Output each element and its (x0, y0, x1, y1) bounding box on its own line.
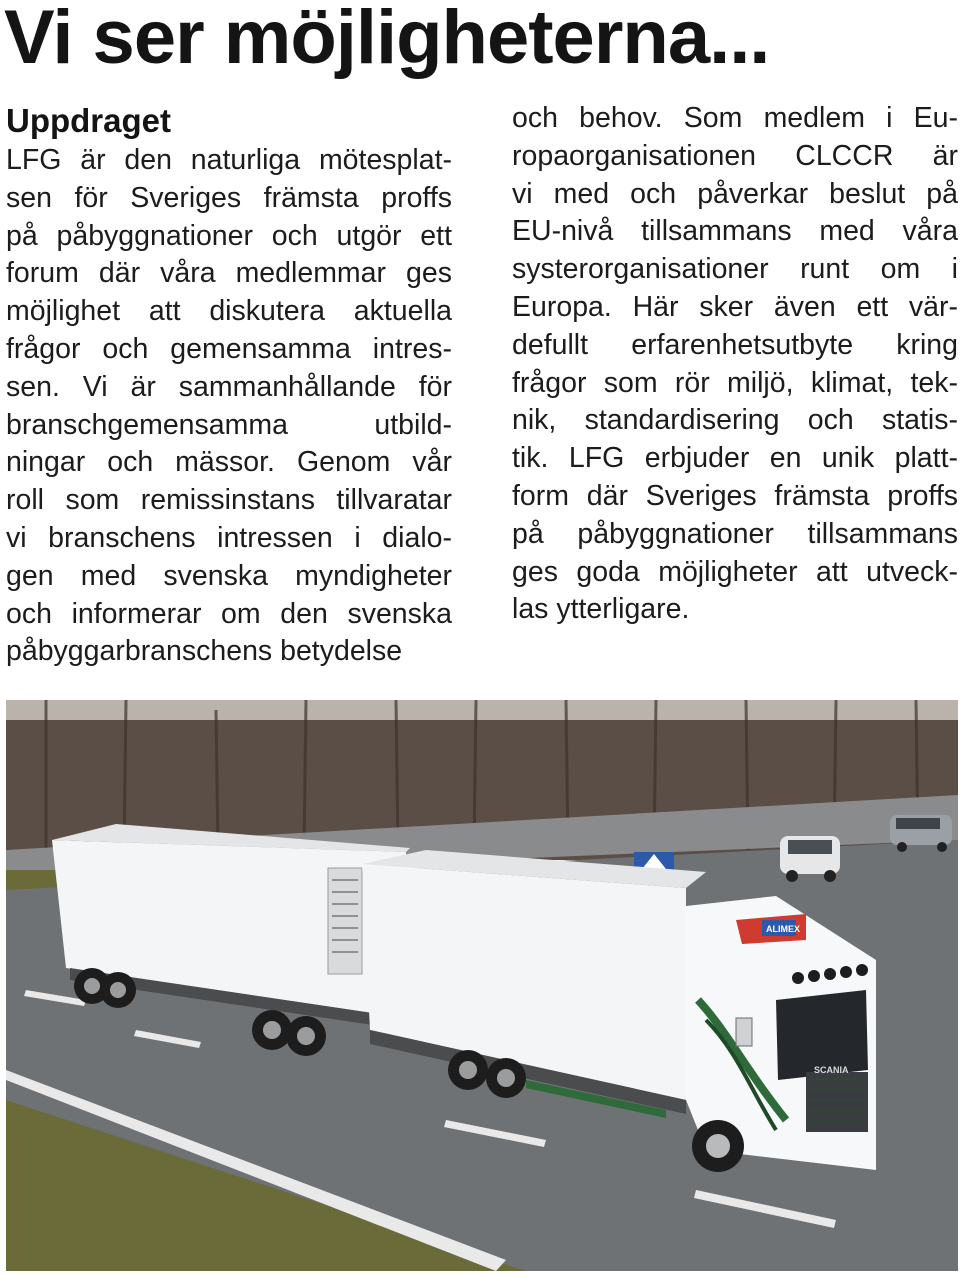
body-line: branschgemensamma utbild- (6, 408, 452, 441)
body-line: form där Sveriges främsta proffs (512, 479, 958, 512)
body-line: Europa. Här sker även ett vär- (512, 290, 958, 323)
truck-brand: SCANIA (814, 1065, 849, 1075)
body-line: och behov. Som medlem i Eu- (512, 102, 958, 134)
body-line: gen med svenska myndigheter (6, 559, 452, 592)
truck-photo (6, 700, 958, 1271)
body-line: systerorganisationer runt om i (512, 253, 958, 286)
page-title: Vi ser möjligheterna... (4, 0, 770, 80)
body-line: defullt erfarenhetsutbyte kring (512, 328, 958, 361)
body-line: nik, standardisering och statis- (512, 404, 958, 437)
section-heading: Uppdraget (6, 102, 171, 139)
body-line: och informerar om den svenska (6, 597, 452, 630)
body-line: vi med och påverkar beslut på (512, 177, 958, 210)
body-line: ningar och mässor. Genom vår (6, 446, 452, 479)
body-line: frågor och gemensamma intres- (6, 332, 452, 365)
body-line: på påbyggnationer och utgör ett (6, 219, 452, 252)
body-line: las ytterligare. (512, 593, 690, 626)
body-line: EU-nivå tillsammans med våra (512, 215, 958, 248)
body-line: frågor som rör miljö, klimat, tek- (512, 366, 958, 399)
text-column-right (512, 100, 958, 629)
truck-illustration (6, 700, 958, 1271)
body-line: tik. LFG erbjuder en unik platt- (512, 442, 958, 475)
body-line: sen för Sveriges främsta proffs (6, 181, 452, 214)
body-line: LFG är den naturliga mötesplat- (6, 144, 452, 176)
body-line: sen. Vi är sammanhållande för (6, 370, 452, 403)
body-line: ropaorganisationen CLCCR är (512, 139, 958, 172)
body-line: på påbyggnationer tillsammans (512, 517, 958, 550)
body-line: påbyggarbranschens betydelse (6, 635, 403, 668)
body-line: ges goda möjligheter att utveck- (512, 555, 958, 588)
text-column-left (6, 100, 452, 671)
body-line: möjlighet att diskutera aktuella (6, 295, 452, 328)
body-logo: ALIMEX (766, 924, 801, 934)
body-line: roll som remissinstans tillvaratar (6, 484, 452, 517)
body-line: forum där våra medlemmar ges (6, 257, 452, 290)
body-line: vi branschens intressen i dialo- (6, 521, 452, 554)
